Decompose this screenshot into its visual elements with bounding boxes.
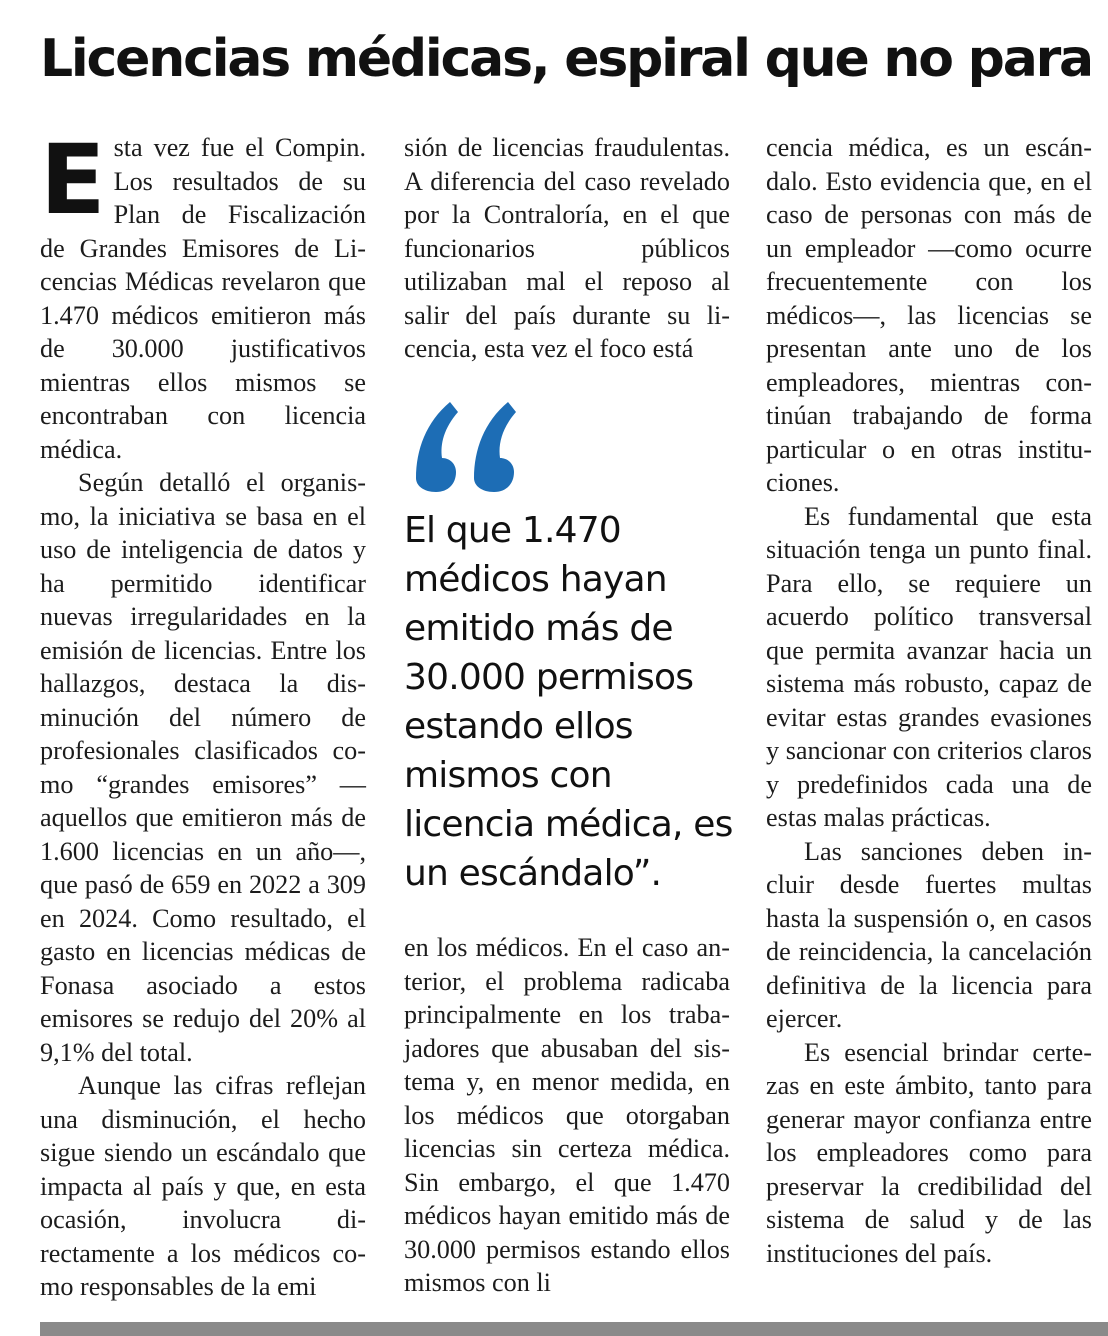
paragraph-7: Las sanciones deben incluir desde fuertes multas hasta la suspensión o, en casos de reincidencia, la cancelación definitiva de la licencia para ejercer. (766, 836, 1092, 1033)
paragraph-3-continued: sión de licencias fraudulentas. A diferencia del caso revelado por la Contraloría, en el que funcionarios públicos utilizaban mal el reposo al salir del país durante su licencia, esta vez el foco está (404, 133, 730, 363)
paragraph-6: Es fundamental que esta situación tenga un punto final. Para ello, se requiere un acuerdo político transversal que permita avanzar hacia un sistema más robusto, capaz de evitar estas grandes evasiones y sancionar con criterios claros y predefinidos cada una de estas malas prácticas. (766, 501, 1092, 832)
opening-quote-mark-icon (404, 392, 544, 502)
paragraph-4: en los médicos. En el caso anterior, el problema radicaba principalmente en los trabajadores que abusaban del sistema y, en menor medida, en los médicos que otorgaban licencias sin certeza médica. Sin embargo, el que 1.470 médicos hayan emitido más de 30.000 permisos estando ellos mismos con li (404, 933, 730, 1297)
paragraph-3: Aunque las cifras reflejan una disminución, el hecho sigue siendo un escándalo que impacta al país y que, en esta ocasión, involucra directamente a los médicos como responsables de la emi (40, 1071, 366, 1301)
article-column-3 (766, 131, 1092, 1270)
article-column-1 (40, 124, 366, 1304)
drop-cap: E (40, 124, 106, 236)
paragraph-1-text: sta vez fue el Compin. Los resultados de su Plan de Fiscalización de Grandes Emisores de Licencias Médicas revelaron que 1.470 médicos emitieron más de 30.000 justificativos mientras ellos mismos se encontraban con licencia médica. (40, 133, 366, 464)
headline: Licencias médicas, espiral que no para (40, 29, 1092, 89)
footer-bar (40, 1322, 1108, 1336)
article-column-2-bottom (404, 931, 730, 1300)
paragraph-1 (40, 124, 366, 466)
paragraph-5: cencia médica, es un escándalo. Esto evidencia que, en el caso de personas con más de un empleador —como ocurre frecuentemente con los médicos—, las licencias se presentan ante uno de los empleadores, mientras continúan trabajando de forma particular o en otras instituciones. (766, 133, 1092, 497)
paragraph-8: Es esencial brindar certezas en este ámbito, tanto para generar mayor confianza entre los empleadores como para preservar la credibilidad del sistema de salud y de las instituciones del país. (766, 1037, 1092, 1268)
article-column-2-top (404, 131, 730, 366)
paragraph-2: Según detalló el organismo, la iniciativa se basa en el uso de inteligencia de datos y ha permitido identificar nuevas irregularidades en la emisión de licencias. Entre los hallazgos, destaca la disminución del número de profesionales clasificados como “grandes emisores” —aquellos que emitieron más de 1.600 licencias en un año—, que pasó de 659 en 2022 a 309 en 2024. Como resultado, el gasto en licencias médicas de Fonasa asociado a estos emisores se redujo del 20% al 9,1% del total. (40, 468, 366, 1067)
pull-quote: El que 1.470 médicos hayan emitido más de 30.000 permisos estando ellos mismos con licencia médica, es un escándalo”. (404, 510, 733, 894)
